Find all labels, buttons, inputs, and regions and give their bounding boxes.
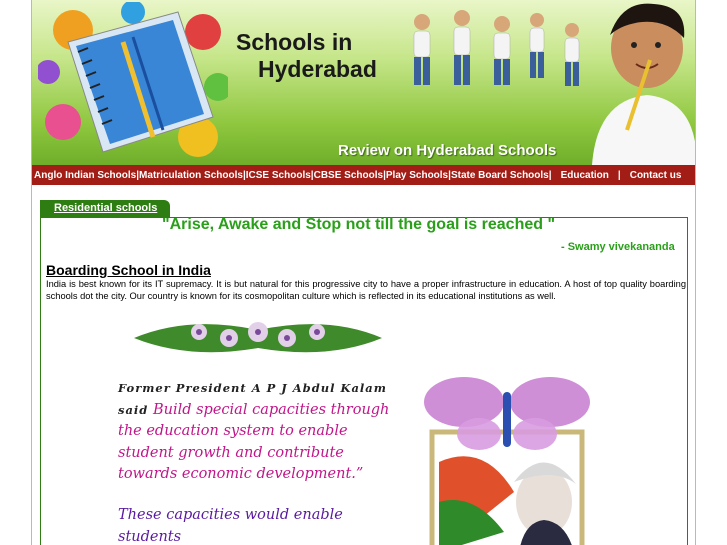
quote-author: - Swamy vivekananda xyxy=(561,241,675,253)
header-banner xyxy=(32,0,696,165)
nav-anglo-indian-schools[interactable]: Anglo Indian Schools xyxy=(34,169,137,181)
main-nav: Anglo Indian Schools | Matriculation Schools | ICSE Schools | CBSE Schools | Play Schools | State Board Schools | Education | Contact us xyxy=(32,165,696,185)
kalam-quote-lead: Former President A P J Abdul Kalam said xyxy=(118,381,387,417)
children-photo xyxy=(392,0,696,165)
page xyxy=(31,0,696,545)
nav-matriculation-schools[interactable]: Matriculation Schools xyxy=(139,169,243,181)
nav-cbse-schools[interactable]: CBSE Schools xyxy=(313,169,384,181)
kalam-quote xyxy=(118,378,398,486)
kalam-quote-text: Build special capacities through the education system to enable student growth and contribute towards economic development.” xyxy=(118,401,390,482)
flower-garland-image xyxy=(129,310,387,366)
site-title-line2: Hyderabad xyxy=(258,56,377,82)
nav-state-board-schools[interactable]: State Board Schools xyxy=(450,169,549,181)
nav-play-schools[interactable]: Play Schools xyxy=(385,169,449,181)
kalam-quote-continued: These capacities would enable students xyxy=(118,507,343,545)
site-title-line1: Schools in xyxy=(236,29,353,55)
tab-residential-schools[interactable]: Residential schools xyxy=(40,200,170,218)
intro-paragraph: India is best known for its IT supremacy. It is but natural for this progressive city to have a proper infrastructure in education. A host of top quality boarding schools dot the city. Our country is known for its cosmopolitan culture which is reflected in its educational institutions as well. xyxy=(46,279,686,301)
site-tagline: Review on Hyderabad Schools xyxy=(338,142,557,159)
motto-quote: "Arise, Awake and Stop not till the goal is reached " xyxy=(162,216,556,233)
notebook-graphic xyxy=(38,2,228,162)
nav-icse-schools[interactable]: ICSE Schools xyxy=(245,169,311,181)
kalam-portrait-image xyxy=(404,372,606,545)
nav-contact-us[interactable]: Contact us xyxy=(629,169,682,181)
section-heading: Boarding School in India xyxy=(46,262,211,278)
nav-education[interactable]: Education xyxy=(560,169,609,181)
